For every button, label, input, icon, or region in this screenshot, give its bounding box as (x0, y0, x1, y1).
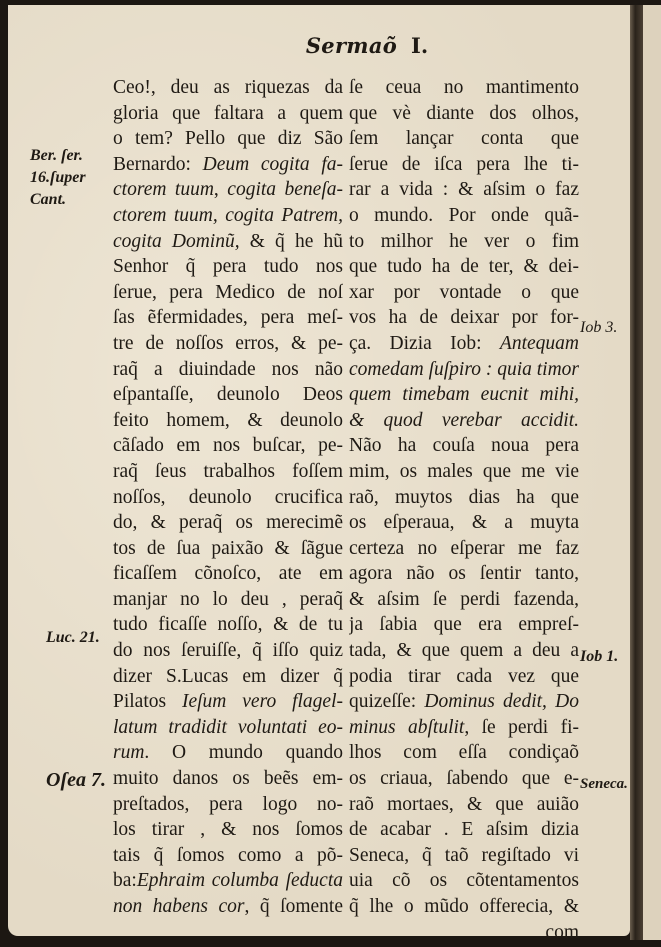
text-line (349, 715, 579, 741)
text-line (113, 254, 343, 280)
text-column-right (349, 75, 579, 920)
latin-quote: Ieſum vero flagel- (181, 691, 343, 713)
margin-note-job3: Iob 3. (580, 319, 618, 336)
text-run: & aſsim ſe perdi fazenda, (349, 588, 579, 610)
latin-quote: quem timebam eucnit mihi, (349, 384, 579, 406)
text-run: mim, os males que me vie (349, 460, 579, 482)
text-run: muito danos os beẽs em- (113, 768, 343, 790)
text-run: o mundo. Por onde quã- (349, 204, 579, 226)
text-line (113, 357, 343, 383)
latin-quote: rum (113, 742, 145, 764)
text-run: ſerue, pera Medico de noſ (113, 281, 343, 303)
text-run: ſem lançar conta que (349, 128, 579, 150)
text-line (349, 305, 579, 331)
text-run: os eſperaua, & a muyta (349, 512, 579, 534)
text-line (113, 536, 343, 562)
text-line (349, 280, 579, 306)
text-line (349, 740, 579, 766)
running-header (8, 33, 630, 58)
text-line (113, 715, 343, 741)
catchword (349, 920, 579, 946)
text-run: tos de ſua paixão & ſãgue (113, 537, 343, 559)
book-page (8, 5, 630, 943)
text-run: feito homem, & deunolo (113, 409, 343, 431)
text-run: raq̃ a diuindade nos não (113, 358, 343, 380)
text-run: ça. Dizia Iob: (349, 332, 500, 354)
latin-quote: Dominus dedit, Do (424, 691, 579, 713)
text-line (113, 331, 343, 357)
text-run: Pilatos (113, 691, 182, 713)
text-line (113, 612, 343, 638)
text-run: Seneca, q̃ taõ regiſtado vi (349, 844, 579, 866)
text-line (113, 689, 343, 715)
text-line (349, 817, 579, 843)
latin-quote: ctorem tuum (113, 179, 214, 201)
text-run: noſſos, deunolo crucifica (113, 486, 343, 508)
text-run: ja ſabia que era empreſ- (349, 614, 579, 636)
binding-gutter (630, 5, 643, 940)
text-line (349, 408, 579, 434)
text-line (349, 459, 579, 485)
text-line (349, 561, 579, 587)
text-line (349, 229, 579, 255)
text-line (113, 843, 343, 869)
text-line (349, 664, 579, 690)
catchword-text: com (545, 922, 579, 943)
text-line (113, 101, 343, 127)
text-run: agora não os ſentir tanto, (349, 563, 579, 585)
text-run: q̃ lhe o mũdo offerecia, & (349, 896, 579, 917)
latin-quote: Antequam (499, 332, 579, 354)
text-run: , q̃ ſomente (244, 896, 343, 917)
margin-note-osee: Oſea 7. (46, 769, 106, 791)
text-line (349, 382, 579, 408)
margin-note-job1: Iob 1. (580, 648, 619, 665)
margin-note-seneca: Seneca. (580, 776, 628, 792)
text-line (113, 638, 343, 664)
text-line (349, 612, 579, 638)
text-line (113, 817, 343, 843)
text-line (349, 766, 579, 792)
text-line (113, 280, 343, 306)
text-run: ba: (113, 870, 137, 892)
text-line (113, 305, 343, 331)
text-run: preſtados, pera logo no- (113, 793, 343, 815)
text-line (349, 587, 579, 613)
text-line (113, 152, 343, 178)
text-run: los tirar , & nos ſomos (113, 819, 343, 841)
text-run: cãſado em nos buſcar, pe- (113, 435, 343, 457)
text-line (349, 689, 579, 715)
text-line (349, 203, 579, 229)
text-line (349, 101, 579, 127)
text-line (349, 126, 579, 152)
text-line (113, 740, 343, 766)
text-line (349, 638, 579, 664)
margin-note-line: 16.ſuper (30, 169, 86, 186)
text-line (349, 177, 579, 203)
text-line (113, 587, 343, 613)
header-number: I. (411, 33, 429, 58)
text-run: quizeſſe: (349, 691, 425, 713)
text-line (349, 843, 579, 869)
text-line (113, 382, 343, 408)
text-line (113, 126, 343, 152)
latin-quote: minus abſtulit (349, 716, 465, 738)
text-line (349, 254, 579, 280)
text-line (113, 459, 343, 485)
text-line (113, 792, 343, 818)
text-run: podia tirar cada vez que (349, 665, 579, 687)
text-run: Não ha couſa noua pera (349, 435, 579, 457)
latin-quote: ctorem tuum, cogita Patrem, (113, 204, 343, 226)
text-run: Senhor q̃ pera tudo nos (113, 256, 343, 278)
text-run: que tudo ha de ter, & dei- (349, 256, 579, 278)
text-run: vos ha de deixar por for- (349, 307, 579, 329)
latin-quote: cogita beneſa- (227, 179, 343, 201)
latin-quote: & quod verebar accidit. (349, 409, 579, 431)
text-line (349, 792, 579, 818)
text-run: tre de noſſos erros, & pe- (113, 332, 343, 354)
text-run: raq̃ ſeus trabalhos foſſem (113, 460, 343, 482)
latin-quote: Ephraim columba ſeducta (136, 870, 343, 892)
text-run: manjar no lo deu , peraq̃ (113, 588, 343, 610)
text-run: dizer S.Lucas em dizer q̃ (113, 665, 343, 687)
text-run: do nos ſeruiſſe, q̃ iſſo quiz (113, 640, 343, 662)
text-line (113, 433, 343, 459)
text-run: uia cõ os cõtentamentos (349, 870, 579, 892)
text-run: , (213, 179, 228, 201)
text-line (113, 766, 343, 792)
text-run: Bernardo: (113, 153, 203, 175)
margin-note-lucas: Luc. 21. (46, 629, 100, 646)
text-run: ficaſſem cõnoſco, ate em (113, 563, 343, 585)
text-run: to milhor he ver o fim (349, 230, 579, 252)
latin-quote: comedam ſuſpiro : quia timor (349, 358, 579, 380)
text-run: do, & peraq̃ os merecimẽ (113, 512, 343, 534)
latin-quote: Deum cogita fa- (202, 153, 343, 175)
text-line (349, 75, 579, 101)
text-line (113, 561, 343, 587)
latin-quote: latum tradidit voluntati eo- (113, 716, 343, 738)
margin-note-bernardo (30, 145, 86, 211)
text-column-left (113, 75, 343, 920)
latin-quote: non habens cor (113, 896, 245, 917)
text-run: certeza no eſperar me faz (349, 537, 579, 559)
text-line (349, 331, 579, 357)
text-run: xar por vontade o que (349, 281, 579, 303)
text-run: . O mundo quando (144, 742, 343, 764)
text-line (349, 485, 579, 511)
text-line (113, 229, 343, 255)
text-run: ſerue de iſca pera lhe ti- (349, 153, 579, 175)
text-line (113, 177, 343, 203)
text-line (113, 894, 343, 920)
text-line (113, 408, 343, 434)
latin-quote: cogita Dominũ, (113, 230, 240, 252)
text-line (113, 664, 343, 690)
text-line (349, 152, 579, 178)
adjacent-page-edge (643, 5, 661, 940)
text-line (349, 868, 579, 894)
text-run: eſpantaſſe, deunolo Deos (113, 384, 343, 406)
margin-note-line: Cant. (30, 191, 67, 208)
text-line (349, 536, 579, 562)
text-line (113, 510, 343, 536)
text-run: ſe ceua no mantimento (349, 77, 579, 98)
text-line (349, 510, 579, 536)
text-run: tais q̃ ſomos como a põ- (113, 844, 343, 866)
text-run: o tem? Pello que diz São (113, 128, 343, 150)
text-line (113, 868, 343, 894)
text-run: os criaua, ſabendo que e- (349, 768, 579, 790)
text-line (113, 75, 343, 101)
text-run: de acabar . E aſsim dizia (349, 819, 579, 841)
text-line (349, 357, 579, 383)
text-run: lhos com eſſa condiçaõ (349, 742, 579, 764)
text-run: tudo ficaſſe noſſo, & de tu (113, 614, 343, 636)
text-run: , ſe perdi fi- (464, 716, 579, 738)
text-run: & q̃ he hũ (239, 230, 343, 252)
text-run: tada, & que quem a deu a (349, 640, 579, 662)
header-title: Sermaõ (305, 33, 398, 58)
text-run: que vè diante dos olhos, (349, 102, 579, 124)
text-line (349, 433, 579, 459)
text-line (349, 894, 579, 920)
text-run: ſas ẽfermidades, pera meſ- (113, 307, 343, 329)
text-line (113, 203, 343, 229)
text-run: raõ, muytos dias ha que (349, 486, 579, 508)
text-run: rar a vida : & aſsim o faz (349, 179, 579, 201)
margin-note-line: Ber. ſer. (30, 147, 83, 164)
text-run: raõ mortaes, & que auião (349, 793, 579, 815)
text-line (113, 485, 343, 511)
text-run: gloria que faltara a quem (113, 102, 343, 124)
text-run: Ceo!, deu as riquezas da (113, 77, 343, 98)
